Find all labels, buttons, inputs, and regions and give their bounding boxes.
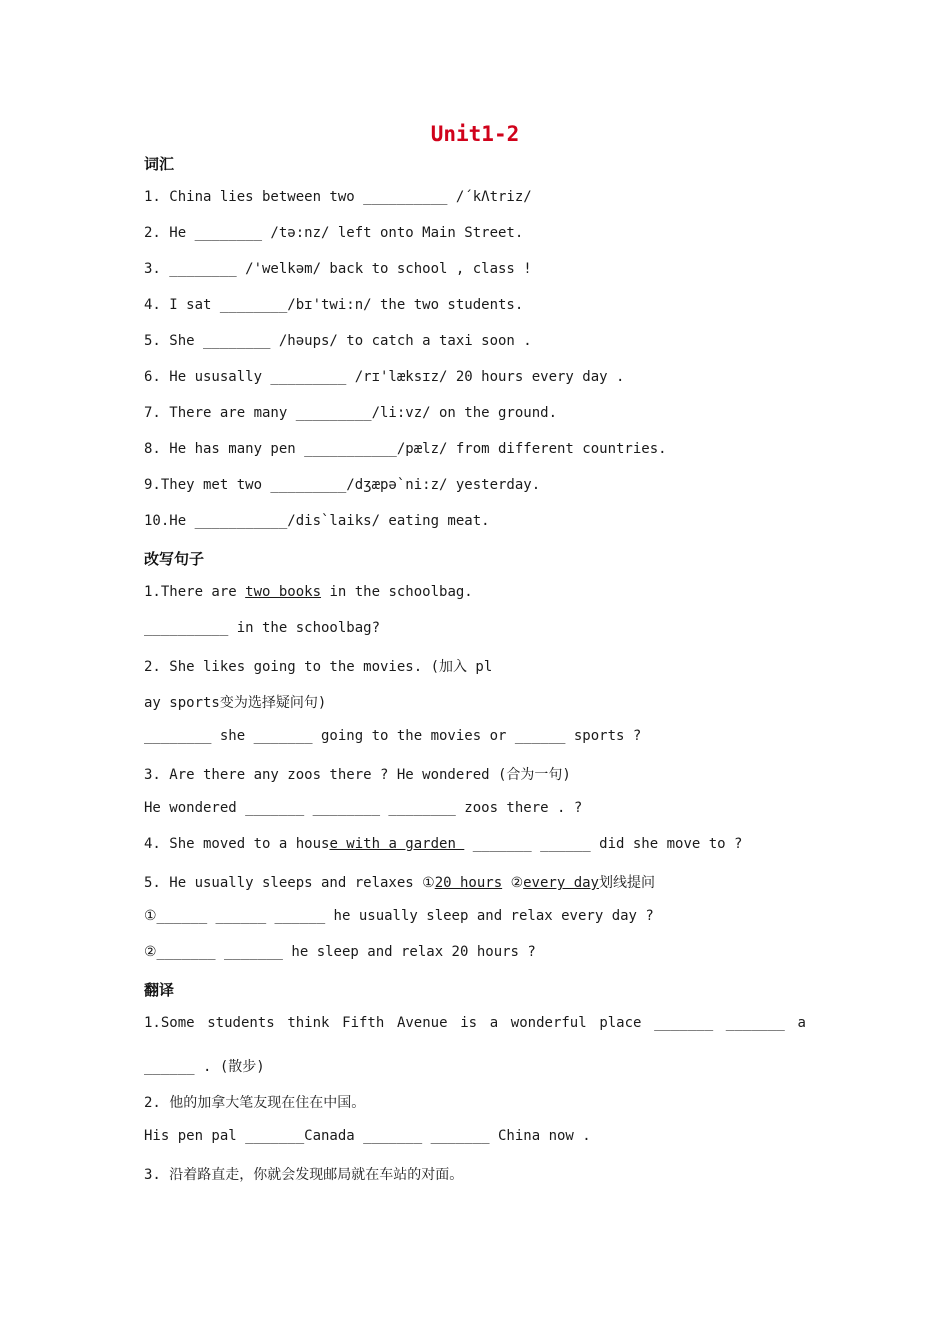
rewrite-q5-answer-1: ①______ ______ ______ he usually sleep and relax every day ? bbox=[144, 908, 654, 924]
vocab-heading: 词汇 bbox=[144, 155, 175, 173]
translate-q1-word: students bbox=[207, 1015, 275, 1031]
rewrite-q5-underlined-1: 20 hours bbox=[434, 875, 503, 891]
vocab-item-10: 10.He ___________/dis`laiks/ eating meat. bbox=[144, 513, 490, 529]
vocab-item-5: 5. She ________ /həups/ to catch a taxi soon . bbox=[144, 333, 532, 349]
translate-q1-word: place bbox=[599, 1015, 642, 1031]
translate-heading: 翻译 bbox=[144, 981, 175, 999]
rewrite-q4 bbox=[144, 836, 742, 852]
vocab-item-9: 9.They met two _________/dʒæpə`ni:z/ yesterday. bbox=[144, 477, 541, 493]
translate-q3: 3. 沿着路直走，你就会发现邮局就在车站的对面。 bbox=[144, 1167, 464, 1183]
rewrite-q5-mid: ② bbox=[502, 875, 524, 891]
translate-q1-word: is bbox=[460, 1015, 478, 1031]
rewrite-q5-post: 划线提问 bbox=[598, 875, 655, 891]
vocab-item-3: 3. ________ /'welkəm/ back to school , class ! bbox=[144, 261, 532, 277]
rewrite-q4-post: _______ ______ did she move to ? bbox=[464, 836, 743, 852]
rewrite-q3: 3. Are there any zoos there ? He wondered (合为一句) bbox=[144, 767, 571, 783]
translate-q1-line2: ______ . (散步) bbox=[144, 1059, 265, 1075]
rewrite-q5 bbox=[144, 872, 655, 892]
translate-q1-word: Fifth bbox=[342, 1015, 385, 1031]
rewrite-q1-pre: 1.There are bbox=[144, 584, 246, 600]
rewrite-q4-underlined: e with a garden bbox=[329, 836, 465, 852]
translate-q1 bbox=[144, 1015, 806, 1031]
rewrite-q2-line2: ay sports变为选择疑问句) bbox=[144, 695, 327, 711]
vocab-item-8: 8. He has many pen ___________/pælz/ from different countries. bbox=[144, 441, 667, 457]
rewrite-q2-answer: ________ she _______ going to the movies or ______ sports ? bbox=[144, 728, 642, 744]
rewrite-q1-answer: __________ in the schoolbag? bbox=[144, 620, 381, 636]
translate-q1-word: think bbox=[287, 1015, 330, 1031]
translate-q1-word: wonderful bbox=[510, 1015, 587, 1031]
vocab-item-4: 4. I sat ________/bɪ'twi:n/ the two students. bbox=[144, 297, 524, 313]
translate-q1-word: _______ bbox=[725, 1015, 785, 1031]
rewrite-q5-underlined-2: every day bbox=[523, 875, 599, 891]
rewrite-q5-answer-2: ②_______ _______ he sleep and relax 20 hours ? bbox=[144, 944, 536, 960]
rewrite-q1-post: in the schoolbag. bbox=[321, 584, 473, 600]
page-title: Unit1-2 bbox=[430, 122, 520, 146]
translate-q1-word: 1.Some bbox=[144, 1015, 195, 1031]
rewrite-q5-pre: 5. He usually sleeps and relaxes ① bbox=[144, 875, 435, 891]
translate-q1-word: a bbox=[797, 1015, 806, 1031]
vocab-item-2: 2. He ________ /tə:nz/ left onto Main Street. bbox=[144, 225, 524, 241]
translate-q1-word: a bbox=[489, 1015, 499, 1031]
rewrite-heading: 改写句子 bbox=[144, 550, 205, 568]
rewrite-q2-line1: 2. She likes going to the movies. (加入 pl bbox=[144, 659, 493, 675]
rewrite-q1 bbox=[144, 584, 473, 600]
translate-q2: 2. 他的加拿大笔友现在住在中国。 bbox=[144, 1095, 366, 1111]
rewrite-q3-answer: He wondered _______ ________ ________ zoos there . ? bbox=[144, 800, 583, 816]
translate-q2-answer: His pen pal _______Canada _______ _______ China now . bbox=[144, 1128, 591, 1144]
rewrite-q1-underlined: two books bbox=[245, 584, 322, 600]
vocab-item-6: 6. He ususally _________ /rɪ'læksɪz/ 20 hours every day . bbox=[144, 369, 625, 385]
vocab-item-1: 1. China lies between two __________ /΄kΛtriz/ bbox=[144, 189, 532, 205]
translate-q1-word: Avenue bbox=[396, 1015, 448, 1031]
translate-q1-word: _______ bbox=[654, 1015, 714, 1031]
rewrite-q4-pre: 4. She moved to a hous bbox=[144, 836, 330, 852]
vocab-item-7: 7. There are many _________/li:vz/ on the ground. bbox=[144, 405, 558, 421]
